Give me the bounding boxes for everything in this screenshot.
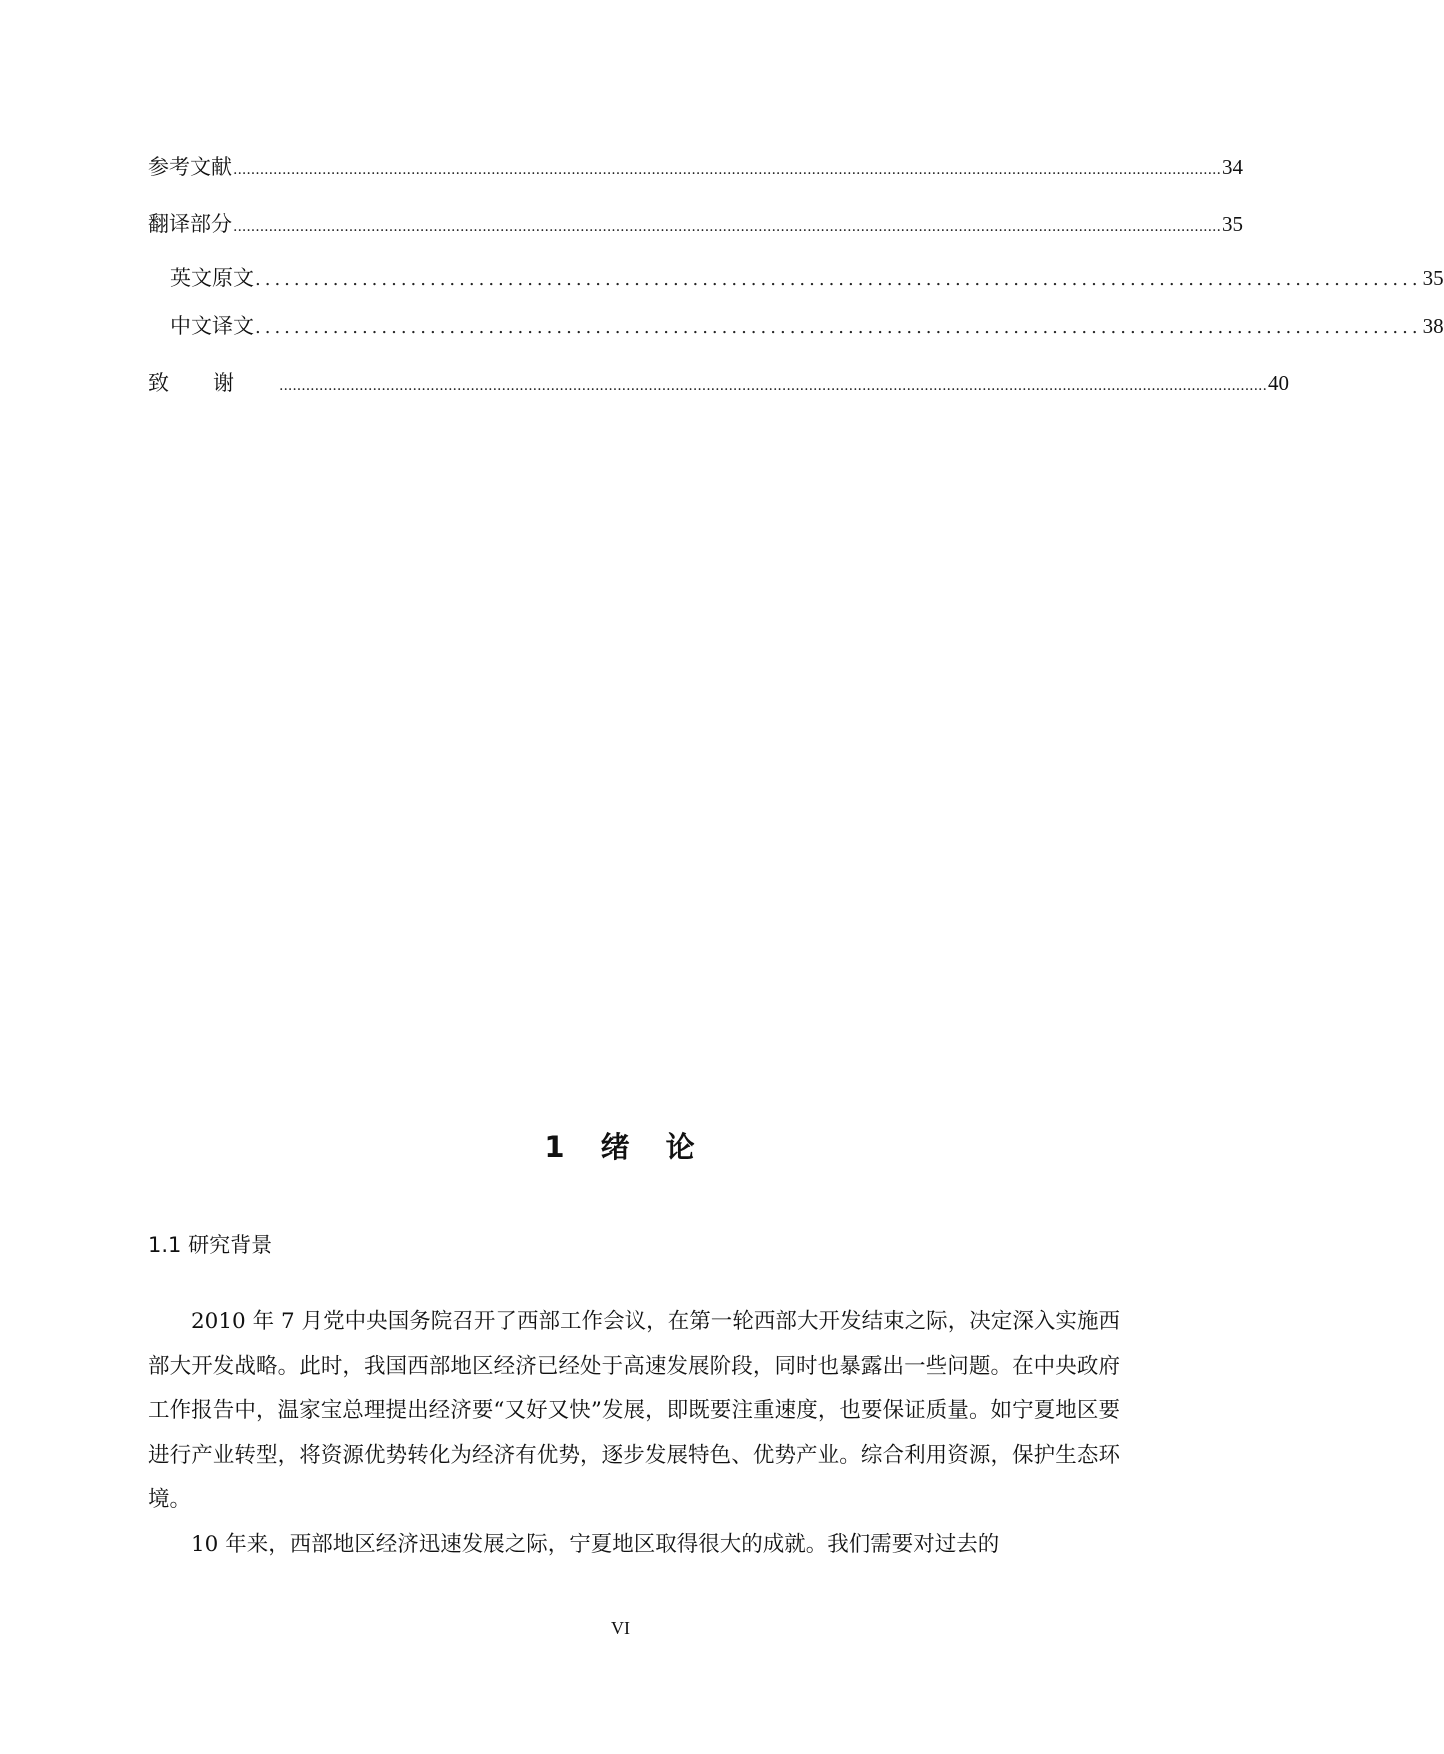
toc-entry-chinese-translation[interactable] (148, 311, 1444, 341)
toc-entry-label: 中文译文 (170, 314, 254, 338)
toc-entry-english-original[interactable] (148, 263, 1444, 293)
toc-entry-label: 参考文献 (148, 155, 232, 179)
chapter-title (0, 1125, 1241, 1166)
toc-leader-dots: .............................................................................................................................................................................................................................. (279, 378, 1267, 394)
toc-leader-dots: .............................................................................................................................................................................................................................. (233, 219, 1221, 235)
toc-leader-dots: .............................................................................................................................................................................................................................. (233, 162, 1221, 178)
toc-entry-label: 翻译部分 (148, 212, 232, 236)
table-of-contents (148, 152, 1444, 398)
toc-leader-dots: ........................................................................................................................ (255, 269, 1422, 290)
page-number: VI (611, 1618, 630, 1638)
toc-entry-page: 38 (1422, 314, 1444, 338)
body-text (148, 1300, 1120, 1568)
toc-entry-page: 34 (1221, 155, 1243, 179)
toc-entry-references[interactable] (148, 152, 1243, 182)
section-heading: 1.1 研究背景 (148, 1233, 273, 1257)
toc-entry-acknowledgements[interactable] (148, 368, 1289, 398)
toc-entry-translation[interactable] (148, 209, 1243, 239)
paragraph: 2010 年 7 月党中央国务院召开了西部工作会议，在第一轮西部大开发结束之际，决定深入实施西部大开发战略。此时，我国西部地区经济已经处于高速发展阶段，同时也暴露出一些问题。在中央政府工作报告中，温家宝总理提出经济要“又好又快”发展，即既要注重速度，也要保证质量。如宁夏地区要进行产业转型，将资源优势转化为经济有优势，逐步发展特色、优势产业。综合利用资源，保护生态环境。 (148, 1309, 1120, 1513)
toc-entry-page: 35 (1221, 212, 1243, 236)
toc-leader-dots: ........................................................................................................................ (255, 317, 1422, 338)
chapter-title-part1: 绪 (600, 1130, 632, 1164)
toc-entry-page: 35 (1422, 266, 1444, 290)
toc-entry-label: 致谢 (148, 371, 278, 395)
toc-entry-page: 40 (1267, 371, 1289, 395)
chapter-number: 1 (544, 1130, 567, 1164)
paragraph: 10 年来，西部地区经济迅速发展之际，宁夏地区取得很大的成就。我们需要对过去的 (191, 1531, 1000, 1557)
toc-entry-label: 英文原文 (170, 266, 254, 290)
chapter-title-part2: 论 (665, 1130, 697, 1164)
